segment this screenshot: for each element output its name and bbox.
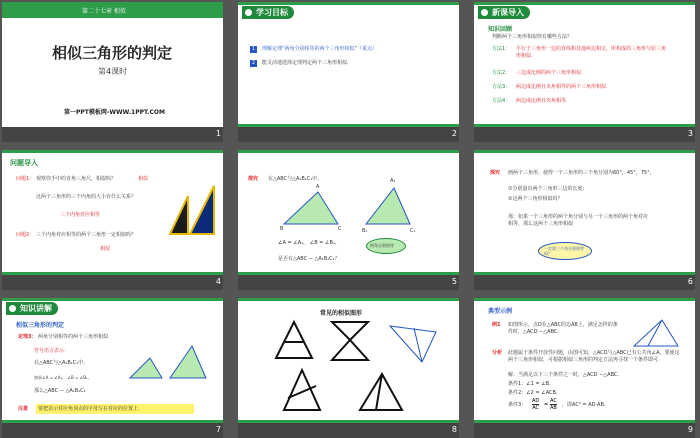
method-label-3: 方法3： <box>492 84 511 90</box>
section-subheader: 知识回顾 <box>488 26 513 33</box>
analysis-label: 分析 <box>492 350 503 356</box>
question-1-sub-answer: 三个内角对应相等 <box>60 212 101 218</box>
section-header: 新课导入 <box>478 6 530 19</box>
condition-text: 在△ABC与△A₁B₁C₁中， <box>34 360 89 366</box>
method-text-2: 三边成比例的两个三角形相似. <box>516 70 583 76</box>
slide-number: 8 <box>451 425 457 434</box>
slide-2[interactable] <box>238 2 459 142</box>
conclusion-text: 是否有△ABC ∽ △A₁B₁C₁？ <box>278 256 340 262</box>
top-stripe <box>238 2 459 5</box>
slide-footer <box>474 127 695 142</box>
goal-text-1: 理解定理“两角分别相等的两个三角形相似”（重点） <box>262 46 378 52</box>
theorem-text: 两角分别相等的两个三角形相似. <box>38 334 110 340</box>
slide-footer <box>474 275 695 290</box>
slide-footer <box>2 127 223 142</box>
top-stripe <box>238 150 459 153</box>
slide-number: 9 <box>687 425 693 434</box>
goal-text-2: 能灵活地选择定理判定两个三角形相似. <box>262 60 349 66</box>
question-2-label: 问题2： <box>16 232 35 238</box>
slide-subtitle: 第4课时 <box>98 67 128 76</box>
solution-text: 解：当满足以下三个条件之一时，△ACD ∽△ABC. <box>508 372 619 378</box>
fraction-ac-ab: AC AB <box>550 398 557 411</box>
slide-title: 相似三角形的判定 <box>16 322 65 329</box>
question-1-answer: 相似 <box>138 176 149 182</box>
callout-text: 两角分别相等 <box>370 243 394 248</box>
result-text: 那么△ABC ∽ △A₁B₁C₁ <box>34 388 86 394</box>
slide-number: 4 <box>215 277 221 286</box>
conclusion-text: 那：如果一个三角形的两个角分别与另一个三角形的两个角对应相等，那么这两个三角形相似 <box>508 214 649 227</box>
footer-text: 第一PPT模板网-WWW.1PPT.COM <box>64 109 165 116</box>
label-c1: C₁ <box>410 228 416 234</box>
method-label-2: 方法2： <box>492 70 511 76</box>
slide-number: 3 <box>687 129 693 138</box>
slide-footer <box>238 275 459 290</box>
method-label-4: 方法4： <box>492 98 511 104</box>
slide-number: 6 <box>687 277 693 286</box>
question-1-text: 观察你手中的直角三角尺，相似吗？ <box>36 176 117 182</box>
label-b1: B₁ <box>362 228 368 234</box>
similar-figure-1 <box>274 320 314 360</box>
note-label: 注意 <box>18 406 29 412</box>
condition-3-label: 条件3： <box>508 402 527 408</box>
triangle-abc-small <box>128 356 164 380</box>
condition-text: ∠A = ∠A₁， ∠B = ∠B₁， <box>278 240 340 246</box>
slide-number: 1 <box>215 129 221 138</box>
question-1-label: 问题1： <box>16 176 35 182</box>
slide-footer <box>238 127 459 142</box>
slide-7[interactable] <box>2 298 223 438</box>
analysis-text: 此题属于条件开放性问题，由图可知，△ACD与△ABC已有公共角∠A，要使这两个三角形相似，可根据相似三角形的判定方法再寻找一个条件即可. <box>508 350 680 363</box>
top-stripe <box>238 298 459 301</box>
label-c: C <box>338 226 342 232</box>
similar-figure-3 <box>388 322 438 364</box>
top-stripe <box>2 298 223 301</box>
top-stripe <box>2 150 223 153</box>
explore-label: 探究 <box>248 176 259 182</box>
method-text-1: 平行于三角形一边的直线和其他两边相交，所构成的三角形与原三角形相似. <box>516 46 667 59</box>
section-header: 问题导入 <box>10 159 38 167</box>
triangle-abc <box>282 190 342 226</box>
task-question-1: ①分别量出两个三角形三边的长度； <box>508 186 588 192</box>
slide-6[interactable] <box>474 150 695 290</box>
slide-title: 相似三角形的判定 <box>52 44 173 62</box>
triangle-a1b1c1-small <box>168 344 208 380</box>
slide-footer <box>238 423 459 438</box>
condition-1: 条件1：∠1 = ∠B. <box>508 381 551 387</box>
label-a1: A₁ <box>390 178 396 184</box>
similar-figure-4 <box>282 368 322 412</box>
triangle-a1b1c1 <box>364 186 414 226</box>
similar-figure-2 <box>328 320 372 362</box>
task-question-2: ②这两个三角形相似吗？ <box>508 196 563 202</box>
slide-1[interactable] <box>2 2 223 142</box>
slide-8[interactable] <box>238 298 459 438</box>
intro-text: 在△ABC与△A₁B₁C₁中， <box>268 176 323 182</box>
section-header: 典型示例 <box>488 308 513 315</box>
label-a: A <box>316 184 320 190</box>
goal-index-2: 2 <box>251 60 256 66</box>
slide-3[interactable] <box>474 2 695 142</box>
method-text-4: 两边成比例且夹角相等. <box>516 98 568 104</box>
equals-sign: = <box>544 402 549 408</box>
slide-number: 5 <box>451 277 457 286</box>
slide-4[interactable] <box>2 150 223 290</box>
symbolic-label: 符号语言表示： <box>34 348 70 354</box>
note-text: 要把表示对应角顶点的字母写在对应的位置上. <box>38 406 140 412</box>
example-text: 如图所示，点D在△ABC的边AB上，满足怎样的条件时，△ACD ∽△ABC. <box>508 322 618 335</box>
slide-9[interactable] <box>474 298 695 438</box>
explore-label: 探究 <box>490 170 501 176</box>
similar-figure-5 <box>358 372 404 412</box>
task-text: 画两个三角形，使得一个三角形的三个角分别为60°，45°，75°， <box>508 170 655 176</box>
slide-title: 常见的相似图形 <box>320 310 363 317</box>
question-1-sub: 这两个三角形的三个内角的大小有什么关系？ <box>36 194 137 200</box>
question-2-answer: 相似 <box>100 246 111 252</box>
top-stripe <box>474 2 695 5</box>
theorem-label: 定理3： <box>18 334 37 340</box>
goal-index-1: 1 <box>251 46 256 52</box>
question-text: 判断两个三角形相似你有哪些方法？ <box>492 34 573 40</box>
section-header: 学习目标 <box>242 6 294 19</box>
condition-2: 条件2：∠2 = ∠ACB. <box>508 390 558 396</box>
callout-text: 一定需三个角分别相等吗？ <box>544 246 584 256</box>
top-stripe <box>474 298 695 301</box>
slide-footer <box>2 275 223 290</box>
slide-footer <box>474 423 695 438</box>
triangle-rulers-illustration <box>162 186 218 236</box>
method-label-1: 方法1： <box>492 46 511 52</box>
slide-5[interactable] <box>238 150 459 290</box>
section-header: 知识讲解 <box>6 302 58 315</box>
method-text-3: 两边成比例且夹角相等的两个三角形相似. <box>516 84 608 90</box>
question-2-text: 三个内角对应相等的两个三角形一定相似吗？ <box>36 232 137 238</box>
fraction-ad-ac: AD AC <box>532 398 540 411</box>
slide-footer <box>2 423 223 438</box>
condition-text-2: 如果∠A = ∠A₁， ∠B = ∠B₁， <box>34 375 92 380</box>
label-b: B <box>280 226 284 232</box>
example-label: 例1 <box>492 322 501 328</box>
top-stripe <box>474 150 695 153</box>
slide-number: 2 <box>451 129 457 138</box>
chapter-label: 第二十七章 相似 <box>82 8 126 15</box>
condition-3-tail: ，即AC² = AD·AB. <box>562 402 606 408</box>
example-figure <box>632 318 680 348</box>
slide-number: 7 <box>215 425 221 434</box>
